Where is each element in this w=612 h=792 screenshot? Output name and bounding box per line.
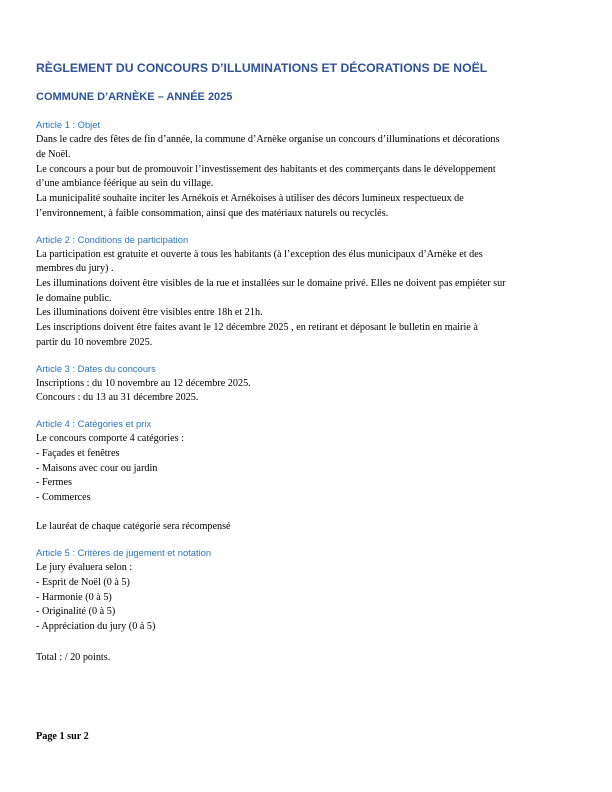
article-4-line: - Maisons avec cour ou jardin <box>36 463 158 474</box>
article-5-line: Le jury évaluera selon : <box>36 562 133 573</box>
article-4-line: - Fermes <box>36 477 72 488</box>
article-5-line: - Esprit de Noël (0 à 5) <box>36 577 130 588</box>
article-2-line: partir du 10 novembre 2025. <box>36 337 153 348</box>
article-4-line: - Commerces <box>36 492 91 503</box>
article-1-heading: Article 1 : Objet <box>36 119 101 130</box>
document-subtitle: COMMUNE D’ARNÈKE – ANNÉE 2025 <box>36 91 233 103</box>
article-4-heading: Article 4 : Catégories et prix <box>36 418 152 429</box>
article-2-line: membres du jury) . <box>36 263 114 274</box>
article-3-line: Inscriptions : du 10 novembre au 12 décembre 2025. <box>36 378 251 389</box>
article-1-line: d’une ambiance féérique au sein du village. <box>36 178 214 189</box>
article-5-line: - Originalité (0 à 5) <box>36 606 116 617</box>
article-1-line: de Noël. <box>36 149 71 160</box>
article-2-line: Les illuminations doivent être visibles entre 18h et 21h. <box>36 307 263 318</box>
article-4-line: - Façades et fenêtres <box>36 448 120 459</box>
article-5-line: - Harmonie (0 à 5) <box>36 592 112 603</box>
article-5-heading: Article 5 : Critères de jugement et notation <box>36 547 212 558</box>
page-number: Page 1 sur 2 <box>36 731 89 742</box>
article-1-line: l’environnement, à faible consommation, ainsi que des matériaux naturels ou recyclés. <box>36 208 389 219</box>
article-1-line: La municipalité souhaite inciter les Arnékois et Arnékoises à utiliser des décors lumineux respectueux de <box>36 193 464 204</box>
article-3-heading: Article 3 : Dates du concours <box>36 363 156 374</box>
article-2-line: Les inscriptions doivent être faites avant le 12 décembre 2025 , en retirant et déposant le bulletin en mairie à <box>36 322 478 333</box>
document-title: RÈGLEMENT DU CONCOURS D’ILLUMINATIONS ET DÉCORATIONS DE NOËL <box>36 61 488 75</box>
article-2-line: le domaine public. <box>36 293 112 304</box>
article-2-line: Les illuminations doivent être visibles de la rue et installées sur le domaine privé. Elles ne doivent pas empiéter sur <box>36 278 506 289</box>
article-1-line: Dans le cadre des fêtes de fin d’année, la commune d’Arnèke organise un concours d’illuminations et décorations <box>36 134 500 145</box>
article-2-heading: Article 2 : Conditions de participation <box>36 234 189 245</box>
article-1-line: Le concours a pour but de promouvoir l’investissement des habitants et des commerçants dans le développement <box>36 164 496 175</box>
article-3-line: Concours : du 13 au 31 décembre 2025. <box>36 392 199 403</box>
article-2-line: La participation est gratuite et ouverte à tous les habitants (à l’exception des élus municipaux d’Arnèke et des <box>36 249 483 260</box>
article-5-line: - Appréciation du jury (0 à 5) <box>36 621 156 632</box>
article-4-laureate: Le lauréat de chaque catégorie sera récompensé <box>36 521 231 532</box>
article-5-total: Total : / 20 points. <box>36 652 111 663</box>
article-4-line: Le concours comporte 4 catégories : <box>36 433 184 444</box>
